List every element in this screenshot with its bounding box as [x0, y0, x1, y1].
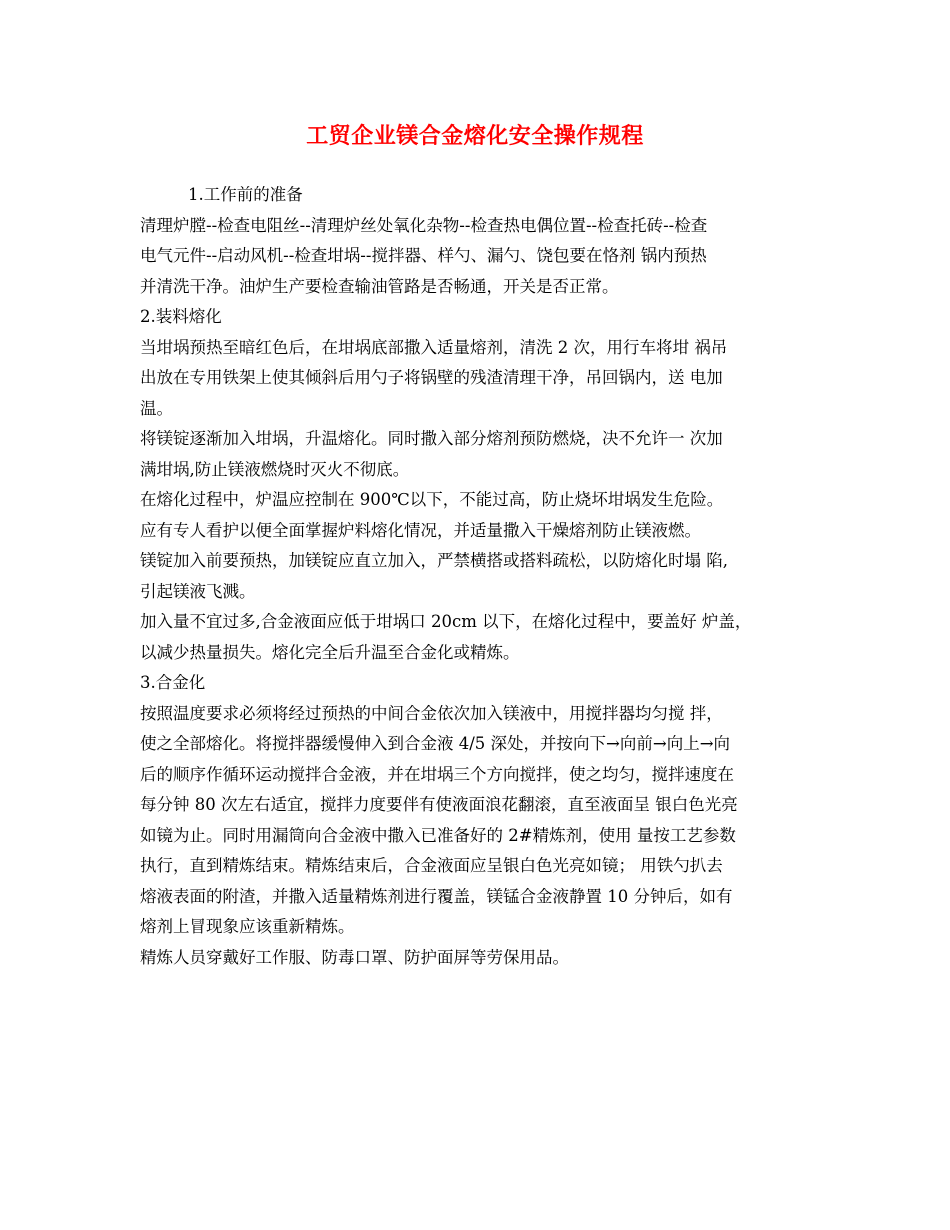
body-line: 熔剂上冒现象应该重新精炼。 — [140, 917, 355, 936]
body-line: 将镁锭逐渐加入坩埚，升温熔化。同时撒入部分熔剂预防燃烧，决不允许一 次加 — [140, 429, 723, 448]
body-line: 镁锭加入前要预热，加镁锭应直立加入，严禁横搭或搭料疏松，以防熔化时塌 陷, — [140, 551, 728, 570]
body-line: 清理炉膛--检查电阻丝--清理炉丝处氧化杂物--检查热电偶位置--检查托砖--检查 — [140, 215, 708, 235]
body-line: 出放在专用铁架上使其倾斜后用勺子将锅壁的残渣清理干净，吊回锅内，送 电加 — [140, 368, 723, 387]
body-line: 每分钟 80 次左右适宜，搅拌力度要伴有使液面浪花翻滚，直至液面呈 银白色光亮 — [140, 795, 738, 814]
document-title: 工贸企业镁合金熔化安全操作规程 — [306, 123, 644, 149]
body-line: 当坩埚预热至暗红色后，在坩埚底部撒入适量熔剂，清洗 2 次，用行车将坩 祸吊 — [140, 337, 728, 357]
body-line: 按照温度要求必须将经过预热的中间合金依次加入镁液中，用搅拌器均匀搅 拌， — [140, 703, 723, 723]
section-heading-alloying: 3.合金化 — [140, 673, 206, 692]
body-line: 熔液表面的附渣，并撒入适量精炼剂进行覆盖，镁锰合金液静置 10 分钟后，如有 — [140, 886, 733, 906]
body-line: 如镜为止。同时用漏筒向合金液中撒入已准备好的 2#精炼剂，使用 量按工艺参数 — [140, 825, 736, 845]
body-line: 后的顺序作循环运动搅拌合金液，并在坩埚三个方向搅拌，使之均匀，搅拌速度在 — [140, 764, 734, 784]
body-line: 电气元件--启动风机--检查坩埚--搅拌器、样勺、漏勺、饶包要在恪剂 锅内预热 — [140, 246, 707, 265]
section-heading-preparation: 1.工作前的准备 — [188, 185, 303, 204]
section-heading-charging-melting: 2.装料熔化 — [140, 307, 222, 326]
body-line: 温。 — [140, 398, 173, 418]
body-line: 应有专人看护以便全面掌握炉料熔化情况，并适量撒入干燥熔剂防止镁液燃。 — [140, 520, 701, 540]
body-line: 满坩埚,防止镁液燃烧时灭火不彻底。 — [140, 459, 410, 479]
body-line: 引起镁液飞溅。 — [140, 581, 256, 601]
body-line: 在熔化过程中，炉温应控制在 900℃以下，不能过高，防止烧坏坩埚发生危险。 — [140, 490, 724, 509]
body-line: 精炼人员穿戴好工作服、防毒口罩、防护面屏等劳保用品。 — [140, 947, 569, 967]
body-line: 使之全部熔化。将搅拌器缓慢伸入到合金液 4/5 深处，并按向下→向前→向上→向 — [140, 734, 731, 753]
body-line: 并清洗干净。油炉生产要检查输油管路是否畅通，开关是否正常。 — [140, 276, 619, 296]
body-line: 以减少热量损失。熔化完全后升温至合金化或精炼。 — [140, 642, 520, 662]
body-line: 执行，直到精炼结束。精炼结束后，合金液面应呈银白色光亮如镜； 用铁勺扒去 — [140, 856, 723, 875]
body-line: 加入量不宜过多,合金液面应低于坩埚口 20cm 以下，在熔化过程中，要盖好 炉盖， — [140, 612, 752, 631]
document-body — [140, 180, 815, 973]
